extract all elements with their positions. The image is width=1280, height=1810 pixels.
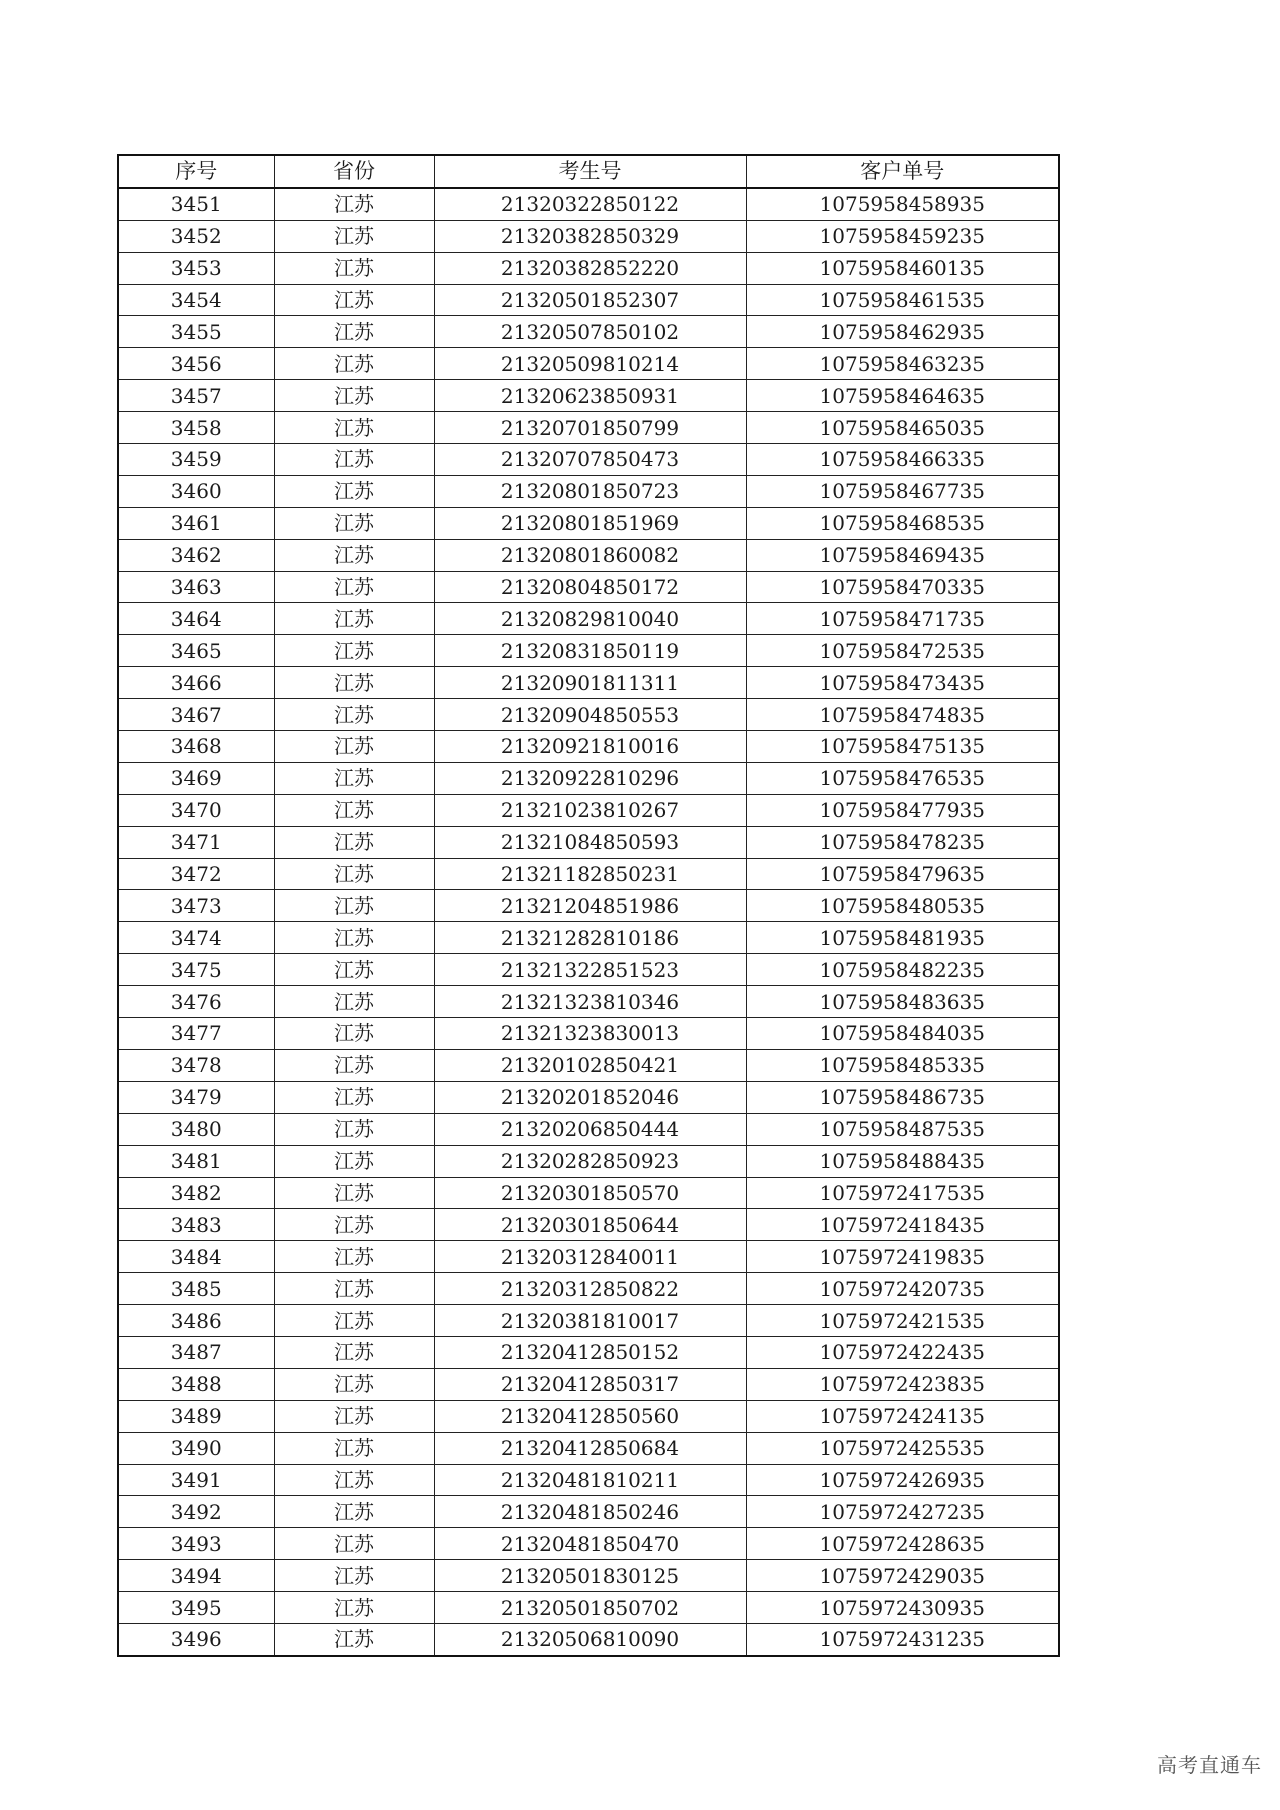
cell-seq: 3488 bbox=[118, 1368, 274, 1400]
cell-province: 江苏 bbox=[274, 571, 434, 603]
data-table bbox=[117, 154, 1060, 1657]
table-row bbox=[118, 412, 1059, 444]
cell-exam-number: 21320507850102 bbox=[434, 316, 746, 348]
cell-exam-number: 21320501852307 bbox=[434, 284, 746, 316]
table-row bbox=[118, 635, 1059, 667]
table-header bbox=[118, 155, 1059, 188]
table-row bbox=[118, 539, 1059, 571]
cell-province: 江苏 bbox=[274, 1623, 434, 1655]
cell-order-number: 1075958469435 bbox=[746, 539, 1059, 571]
cell-province: 江苏 bbox=[274, 1018, 434, 1050]
cell-exam-number: 21320312850822 bbox=[434, 1273, 746, 1305]
cell-province: 江苏 bbox=[274, 475, 434, 507]
cell-province: 江苏 bbox=[274, 220, 434, 252]
cell-order-number: 1075958483635 bbox=[746, 986, 1059, 1018]
cell-order-number: 1075958487535 bbox=[746, 1113, 1059, 1145]
cell-exam-number: 21320501850702 bbox=[434, 1592, 746, 1624]
cell-order-number: 1075972430935 bbox=[746, 1592, 1059, 1624]
cell-order-number: 1075958479635 bbox=[746, 858, 1059, 890]
cell-seq: 3495 bbox=[118, 1592, 274, 1624]
cell-province: 江苏 bbox=[274, 954, 434, 986]
cell-seq: 3451 bbox=[118, 188, 274, 220]
cell-seq: 3458 bbox=[118, 412, 274, 444]
cell-seq: 3482 bbox=[118, 1177, 274, 1209]
cell-seq: 3483 bbox=[118, 1209, 274, 1241]
cell-exam-number: 21320904850553 bbox=[434, 699, 746, 731]
table-row bbox=[118, 1560, 1059, 1592]
cell-province: 江苏 bbox=[274, 1177, 434, 1209]
cell-order-number: 1075958477935 bbox=[746, 794, 1059, 826]
cell-seq: 3456 bbox=[118, 348, 274, 380]
cell-exam-number: 21321084850593 bbox=[434, 826, 746, 858]
cell-seq: 3493 bbox=[118, 1528, 274, 1560]
table-row bbox=[118, 1400, 1059, 1432]
cell-exam-number: 21320804850172 bbox=[434, 571, 746, 603]
cell-exam-number: 21320801850723 bbox=[434, 475, 746, 507]
cell-seq: 3480 bbox=[118, 1113, 274, 1145]
table-row bbox=[118, 794, 1059, 826]
table-row bbox=[118, 1496, 1059, 1528]
table-row bbox=[118, 1081, 1059, 1113]
cell-seq: 3464 bbox=[118, 603, 274, 635]
cell-exam-number: 21320801860082 bbox=[434, 539, 746, 571]
cell-exam-number: 21320829810040 bbox=[434, 603, 746, 635]
table-row bbox=[118, 699, 1059, 731]
cell-seq: 3457 bbox=[118, 380, 274, 412]
table-row bbox=[118, 1049, 1059, 1081]
cell-exam-number: 21321182850231 bbox=[434, 858, 746, 890]
table-row bbox=[118, 348, 1059, 380]
cell-province: 江苏 bbox=[274, 1432, 434, 1464]
cell-seq: 3476 bbox=[118, 986, 274, 1018]
cell-seq: 3452 bbox=[118, 220, 274, 252]
cell-exam-number: 21320901811311 bbox=[434, 667, 746, 699]
cell-seq: 3475 bbox=[118, 954, 274, 986]
cell-seq: 3484 bbox=[118, 1241, 274, 1273]
cell-province: 江苏 bbox=[274, 507, 434, 539]
table-row bbox=[118, 762, 1059, 794]
header-province: 省份 bbox=[274, 155, 434, 188]
cell-province: 江苏 bbox=[274, 667, 434, 699]
cell-order-number: 1075972418435 bbox=[746, 1209, 1059, 1241]
cell-exam-number: 21320707850473 bbox=[434, 444, 746, 476]
cell-seq: 3491 bbox=[118, 1464, 274, 1496]
table-row bbox=[118, 188, 1059, 220]
cell-seq: 3487 bbox=[118, 1336, 274, 1368]
cell-exam-number: 21321204851986 bbox=[434, 890, 746, 922]
cell-province: 江苏 bbox=[274, 731, 434, 763]
cell-province: 江苏 bbox=[274, 890, 434, 922]
cell-order-number: 1075958463235 bbox=[746, 348, 1059, 380]
cell-province: 江苏 bbox=[274, 1528, 434, 1560]
cell-exam-number: 21320701850799 bbox=[434, 412, 746, 444]
cell-order-number: 1075958476535 bbox=[746, 762, 1059, 794]
cell-seq: 3472 bbox=[118, 858, 274, 890]
cell-seq: 3469 bbox=[118, 762, 274, 794]
table-row bbox=[118, 1368, 1059, 1400]
cell-exam-number: 21320282850923 bbox=[434, 1145, 746, 1177]
cell-order-number: 1075972427235 bbox=[746, 1496, 1059, 1528]
table-row bbox=[118, 220, 1059, 252]
cell-province: 江苏 bbox=[274, 284, 434, 316]
cell-province: 江苏 bbox=[274, 444, 434, 476]
cell-seq: 3477 bbox=[118, 1018, 274, 1050]
cell-exam-number: 21320412850684 bbox=[434, 1432, 746, 1464]
cell-order-number: 1075972420735 bbox=[746, 1273, 1059, 1305]
header-order-number: 客户单号 bbox=[746, 155, 1059, 188]
table-row bbox=[118, 284, 1059, 316]
cell-seq: 3489 bbox=[118, 1400, 274, 1432]
cell-order-number: 1075958474835 bbox=[746, 699, 1059, 731]
cell-order-number: 1075958478235 bbox=[746, 826, 1059, 858]
cell-order-number: 1075958484035 bbox=[746, 1018, 1059, 1050]
cell-order-number: 1075958481935 bbox=[746, 922, 1059, 954]
cell-province: 江苏 bbox=[274, 762, 434, 794]
cell-province: 江苏 bbox=[274, 380, 434, 412]
table-row bbox=[118, 731, 1059, 763]
cell-seq: 3465 bbox=[118, 635, 274, 667]
table-row bbox=[118, 252, 1059, 284]
cell-province: 江苏 bbox=[274, 539, 434, 571]
cell-province: 江苏 bbox=[274, 1336, 434, 1368]
cell-exam-number: 21320509810214 bbox=[434, 348, 746, 380]
table-row bbox=[118, 1018, 1059, 1050]
cell-exam-number: 21320381810017 bbox=[434, 1305, 746, 1337]
cell-province: 江苏 bbox=[274, 412, 434, 444]
cell-province: 江苏 bbox=[274, 348, 434, 380]
cell-exam-number: 21320481850470 bbox=[434, 1528, 746, 1560]
cell-order-number: 1075972424135 bbox=[746, 1400, 1059, 1432]
cell-province: 江苏 bbox=[274, 1400, 434, 1432]
cell-order-number: 1075972425535 bbox=[746, 1432, 1059, 1464]
cell-province: 江苏 bbox=[274, 794, 434, 826]
cell-province: 江苏 bbox=[274, 1049, 434, 1081]
cell-order-number: 1075958466335 bbox=[746, 444, 1059, 476]
cell-order-number: 1075958459235 bbox=[746, 220, 1059, 252]
cell-seq: 3490 bbox=[118, 1432, 274, 1464]
header-row bbox=[118, 155, 1059, 188]
cell-exam-number: 21320412850560 bbox=[434, 1400, 746, 1432]
table-body bbox=[118, 188, 1059, 1656]
table-row bbox=[118, 1177, 1059, 1209]
cell-order-number: 1075958480535 bbox=[746, 890, 1059, 922]
cell-province: 江苏 bbox=[274, 1241, 434, 1273]
cell-exam-number: 21320206850444 bbox=[434, 1113, 746, 1145]
cell-order-number: 1075958470335 bbox=[746, 571, 1059, 603]
table-row bbox=[118, 316, 1059, 348]
cell-province: 江苏 bbox=[274, 922, 434, 954]
cell-seq: 3468 bbox=[118, 731, 274, 763]
cell-order-number: 1075972429035 bbox=[746, 1560, 1059, 1592]
table-row bbox=[118, 986, 1059, 1018]
cell-province: 江苏 bbox=[274, 188, 434, 220]
cell-province: 江苏 bbox=[274, 986, 434, 1018]
cell-seq: 3492 bbox=[118, 1496, 274, 1528]
cell-exam-number: 21320501830125 bbox=[434, 1560, 746, 1592]
cell-exam-number: 21321322851523 bbox=[434, 954, 746, 986]
cell-province: 江苏 bbox=[274, 1592, 434, 1624]
cell-exam-number: 21320481810211 bbox=[434, 1464, 746, 1496]
table-row bbox=[118, 858, 1059, 890]
cell-seq: 3494 bbox=[118, 1560, 274, 1592]
table-row bbox=[118, 667, 1059, 699]
cell-exam-number: 21321323830013 bbox=[434, 1018, 746, 1050]
cell-province: 江苏 bbox=[274, 1081, 434, 1113]
cell-seq: 3460 bbox=[118, 475, 274, 507]
table-row bbox=[118, 1273, 1059, 1305]
cell-seq: 3467 bbox=[118, 699, 274, 731]
cell-province: 江苏 bbox=[274, 252, 434, 284]
cell-exam-number: 21320922810296 bbox=[434, 762, 746, 794]
cell-province: 江苏 bbox=[274, 1368, 434, 1400]
cell-seq: 3462 bbox=[118, 539, 274, 571]
cell-seq: 3470 bbox=[118, 794, 274, 826]
cell-order-number: 1075972423835 bbox=[746, 1368, 1059, 1400]
cell-seq: 3474 bbox=[118, 922, 274, 954]
cell-order-number: 1075972431235 bbox=[746, 1623, 1059, 1655]
header-seq: 序号 bbox=[118, 155, 274, 188]
cell-exam-number: 21320801851969 bbox=[434, 507, 746, 539]
cell-exam-number: 21320623850931 bbox=[434, 380, 746, 412]
cell-order-number: 1075972422435 bbox=[746, 1336, 1059, 1368]
cell-province: 江苏 bbox=[274, 1209, 434, 1241]
table-row bbox=[118, 1305, 1059, 1337]
cell-order-number: 1075958482235 bbox=[746, 954, 1059, 986]
table-row bbox=[118, 1209, 1059, 1241]
cell-exam-number: 21320481850246 bbox=[434, 1496, 746, 1528]
cell-exam-number: 21320506810090 bbox=[434, 1623, 746, 1655]
cell-exam-number: 21321023810267 bbox=[434, 794, 746, 826]
cell-order-number: 1075958464635 bbox=[746, 380, 1059, 412]
cell-province: 江苏 bbox=[274, 699, 434, 731]
cell-exam-number: 21321323810346 bbox=[434, 986, 746, 1018]
table-row bbox=[118, 1528, 1059, 1560]
cell-province: 江苏 bbox=[274, 603, 434, 635]
cell-province: 江苏 bbox=[274, 1305, 434, 1337]
cell-province: 江苏 bbox=[274, 1145, 434, 1177]
table-row bbox=[118, 380, 1059, 412]
cell-exam-number: 21320201852046 bbox=[434, 1081, 746, 1113]
table-row bbox=[118, 1623, 1059, 1655]
cell-order-number: 1075958488435 bbox=[746, 1145, 1059, 1177]
cell-exam-number: 21320921810016 bbox=[434, 731, 746, 763]
cell-order-number: 1075958461535 bbox=[746, 284, 1059, 316]
cell-exam-number: 21320412850152 bbox=[434, 1336, 746, 1368]
cell-order-number: 1075972419835 bbox=[746, 1241, 1059, 1273]
cell-order-number: 1075958462935 bbox=[746, 316, 1059, 348]
cell-seq: 3463 bbox=[118, 571, 274, 603]
table-row bbox=[118, 1432, 1059, 1464]
cell-exam-number: 21320312840011 bbox=[434, 1241, 746, 1273]
cell-province: 江苏 bbox=[274, 316, 434, 348]
cell-seq: 3461 bbox=[118, 507, 274, 539]
cell-seq: 3486 bbox=[118, 1305, 274, 1337]
cell-order-number: 1075972417535 bbox=[746, 1177, 1059, 1209]
cell-seq: 3496 bbox=[118, 1623, 274, 1655]
cell-province: 江苏 bbox=[274, 1464, 434, 1496]
cell-exam-number: 21320831850119 bbox=[434, 635, 746, 667]
cell-exam-number: 21320102850421 bbox=[434, 1049, 746, 1081]
cell-province: 江苏 bbox=[274, 635, 434, 667]
cell-order-number: 1075958468535 bbox=[746, 507, 1059, 539]
table-row bbox=[118, 475, 1059, 507]
cell-seq: 3479 bbox=[118, 1081, 274, 1113]
cell-seq: 3471 bbox=[118, 826, 274, 858]
cell-exam-number: 21320322850122 bbox=[434, 188, 746, 220]
table-row bbox=[118, 571, 1059, 603]
table-row bbox=[118, 922, 1059, 954]
table-row bbox=[118, 826, 1059, 858]
cell-seq: 3485 bbox=[118, 1273, 274, 1305]
cell-order-number: 1075958485335 bbox=[746, 1049, 1059, 1081]
cell-seq: 3478 bbox=[118, 1049, 274, 1081]
cell-order-number: 1075958473435 bbox=[746, 667, 1059, 699]
cell-exam-number: 21321282810186 bbox=[434, 922, 746, 954]
cell-order-number: 1075958471735 bbox=[746, 603, 1059, 635]
table-row bbox=[118, 507, 1059, 539]
header-exam-number: 考生号 bbox=[434, 155, 746, 188]
table-row bbox=[118, 1336, 1059, 1368]
cell-seq: 3455 bbox=[118, 316, 274, 348]
table-row bbox=[118, 444, 1059, 476]
table-row bbox=[118, 954, 1059, 986]
cell-order-number: 1075958460135 bbox=[746, 252, 1059, 284]
cell-order-number: 1075958472535 bbox=[746, 635, 1059, 667]
cell-exam-number: 21320382852220 bbox=[434, 252, 746, 284]
cell-province: 江苏 bbox=[274, 858, 434, 890]
cell-order-number: 1075972428635 bbox=[746, 1528, 1059, 1560]
cell-exam-number: 21320382850329 bbox=[434, 220, 746, 252]
cell-order-number: 1075958486735 bbox=[746, 1081, 1059, 1113]
cell-order-number: 1075958458935 bbox=[746, 188, 1059, 220]
cell-province: 江苏 bbox=[274, 1273, 434, 1305]
table-row bbox=[118, 1592, 1059, 1624]
table-row bbox=[118, 603, 1059, 635]
cell-order-number: 1075958465035 bbox=[746, 412, 1059, 444]
cell-seq: 3466 bbox=[118, 667, 274, 699]
table-row bbox=[118, 1145, 1059, 1177]
cell-seq: 3459 bbox=[118, 444, 274, 476]
cell-order-number: 1075972421535 bbox=[746, 1305, 1059, 1337]
cell-order-number: 1075958467735 bbox=[746, 475, 1059, 507]
cell-seq: 3453 bbox=[118, 252, 274, 284]
table-row bbox=[118, 1113, 1059, 1145]
table-row bbox=[118, 1241, 1059, 1273]
cell-seq: 3481 bbox=[118, 1145, 274, 1177]
cell-province: 江苏 bbox=[274, 1113, 434, 1145]
cell-exam-number: 21320412850317 bbox=[434, 1368, 746, 1400]
cell-exam-number: 21320301850644 bbox=[434, 1209, 746, 1241]
table-row bbox=[118, 890, 1059, 922]
watermark: 高考直通车 bbox=[1157, 1753, 1262, 1777]
cell-province: 江苏 bbox=[274, 1496, 434, 1528]
cell-exam-number: 21320301850570 bbox=[434, 1177, 746, 1209]
cell-seq: 3473 bbox=[118, 890, 274, 922]
cell-seq: 3454 bbox=[118, 284, 274, 316]
cell-province: 江苏 bbox=[274, 1560, 434, 1592]
table-row bbox=[118, 1464, 1059, 1496]
cell-order-number: 1075972426935 bbox=[746, 1464, 1059, 1496]
cell-order-number: 1075958475135 bbox=[746, 731, 1059, 763]
cell-province: 江苏 bbox=[274, 826, 434, 858]
